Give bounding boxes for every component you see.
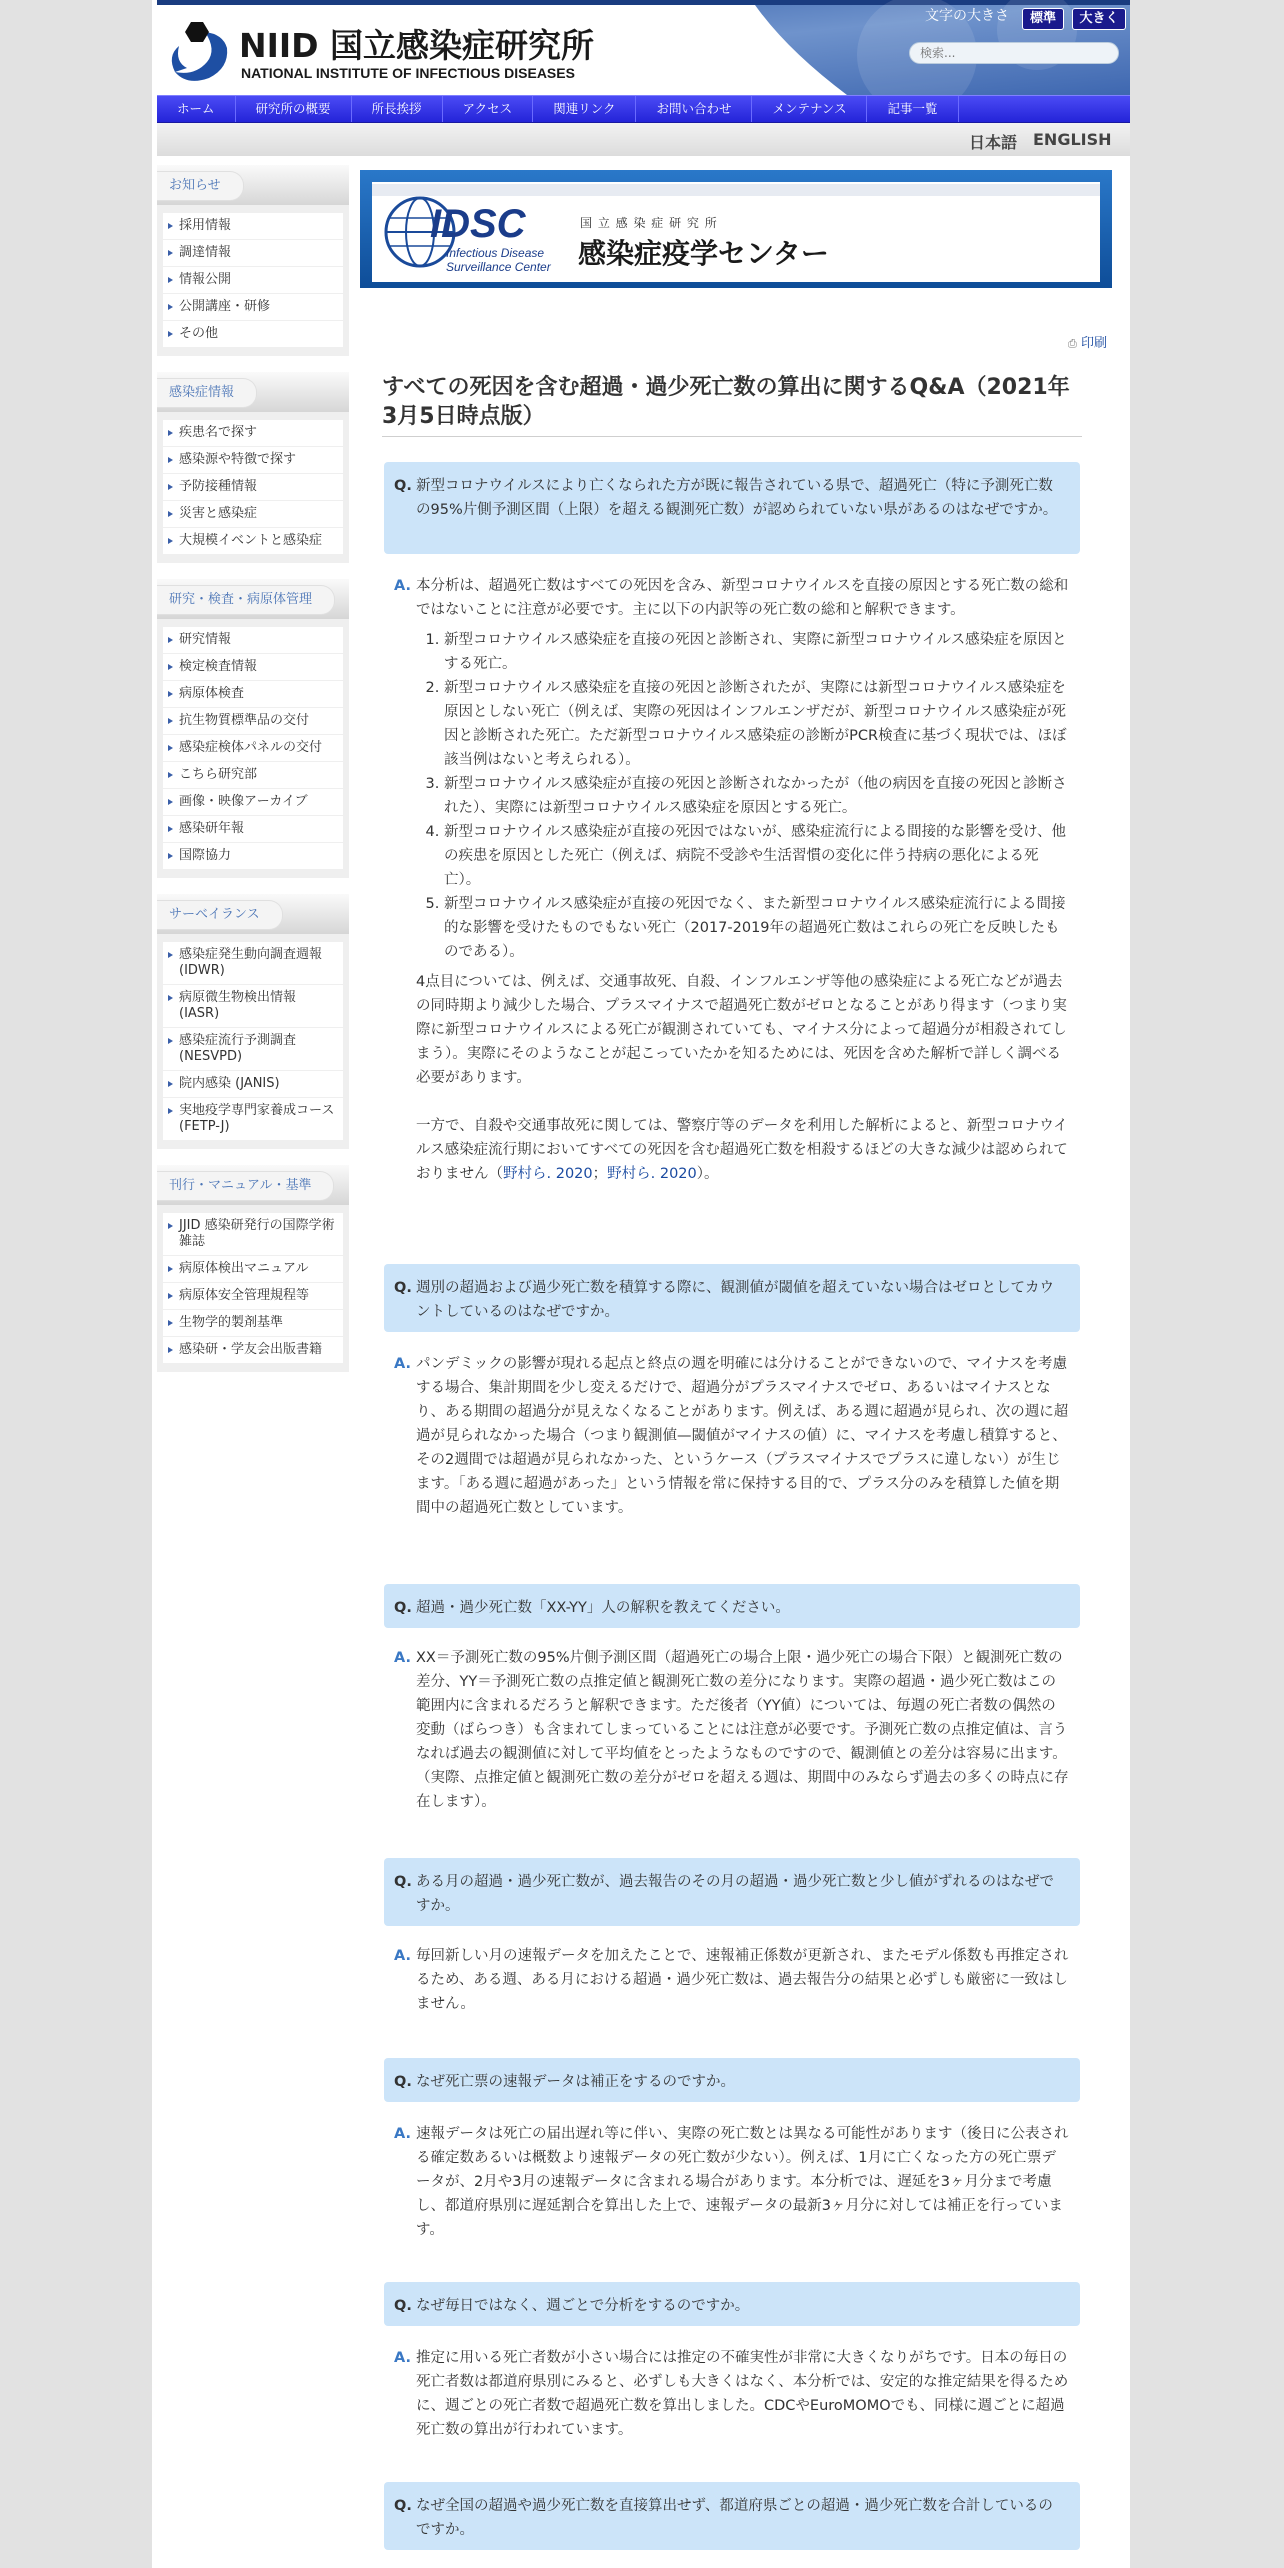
sidebar-section-news	[157, 165, 349, 356]
sidebar-title: サーベイランス	[157, 900, 283, 930]
answer-text: 本分析は、超過死亡数はすべての死因を含み、新型コロナウイルスを直接の原因とする死亡数の総和ではないことに注意が必要です。主に以下の内訳等の死亡数の総和と解釈できます。	[416, 578, 1069, 618]
font-size-label: 文字の大きさ	[925, 8, 1009, 24]
sidebar-item-detection-manual[interactable]: 病原体検出マニュアル	[163, 1256, 343, 1282]
question-text: 超過・過少死亡数「XX-YY」人の解釈を教えてください。	[416, 1600, 790, 1616]
sidebar-item-janis[interactable]: 院内感染 (JANIS)	[163, 1071, 343, 1097]
idsc-sub1: Infectious Disease	[446, 246, 545, 260]
sidebar-header	[157, 1165, 349, 1205]
question-text: なぜ死亡票の速報データは補正をするのですか。	[416, 2074, 735, 2090]
idsc-logo-text: IDSC	[430, 202, 526, 246]
sidebar-section-publications	[157, 1165, 349, 1372]
sidebar-header	[157, 894, 349, 934]
sidebar-item-biologics-standard[interactable]: 生物学的製剤基準	[163, 1310, 343, 1336]
question-mark: Q.	[394, 1874, 412, 1890]
question-mark: Q.	[394, 1280, 412, 1296]
sidebar-item-jjid[interactable]: JJID 感染研発行の国際学術雑誌	[163, 1213, 343, 1255]
question-mark: Q.	[394, 2498, 412, 2514]
font-size-large-button[interactable]: 大きく	[1072, 8, 1126, 30]
sidebar-item-by-disease[interactable]: 疾患名で探す	[163, 420, 343, 446]
sidebar-item-books[interactable]: 感染研・学友会出版書籍	[163, 1337, 343, 1363]
answer-text: 速報データは死亡の届出遅れ等に伴い、実際の死亡数とは異なる可能性があります（後日に公表される確定数あるいは概数より速報データの死亡数が少ない）。例えば、1月に亡くなった方の死亡票データが、2月や3月の速報データに含まれる場合があります。本分析では、遅延を3ヶ月分まで考慮し、都道府県別に遅延割合を算出した上で、速報データの最新3ヶ月分に対しては補正を行っています。	[416, 2126, 1069, 2238]
sidebar-item-iasr[interactable]: 病原微生物検出情報 (IASR)	[163, 985, 343, 1027]
sidebar-header	[157, 579, 349, 619]
question-box	[384, 2482, 1080, 2550]
list-item: 3. 新型コロナウイルス感染症が直接の死因と診断されなかったが（他の病因を直接の死因と診断された）、実際には新型コロナウイルス感染症を原因とする死亡。	[444, 772, 1070, 820]
list-item: 4. 新型コロナウイルス感染症が直接の死因ではないが、感染症流行による間接的な影響を受け、他の疾患を原因とした死亡（例えば、病院不受診や生活習慣の変化に伴う持病の悪化による死亡）。	[444, 820, 1070, 892]
sidebar-item-recruit[interactable]: 採用情報	[163, 213, 343, 239]
question-mark: Q.	[394, 1600, 412, 1616]
question-text: 週別の超過および過少死亡数を積算する際に、観測値が閾値を超えていない場合はゼロとしてカウントしているのはなぜですか。	[416, 1280, 1054, 1320]
nav-access[interactable]: アクセス	[443, 96, 534, 122]
nav-article-list[interactable]: 記事一覧	[867, 96, 958, 122]
answer-mark: A.	[394, 578, 411, 594]
question-mark: Q.	[394, 2298, 412, 2314]
nav-contact[interactable]: お問い合わせ	[636, 96, 752, 122]
answer-mark: A.	[394, 2350, 411, 2366]
sidebar-item-international[interactable]: 国際協力	[163, 843, 343, 869]
question-text: ある月の超過・過少死亡数が、過去報告のその月の超過・過少死亡数と少し値がずれるのはなぜですか。	[416, 1874, 1054, 1914]
sidebar-item-nesvpd[interactable]: 感染症流行予測調査 (NESVPD)	[163, 1028, 343, 1070]
sidebar-item-annual-report[interactable]: 感染研年報	[163, 816, 343, 842]
question-text: なぜ毎日ではなく、週ごとで分析をするのですか。	[416, 2298, 750, 2314]
sidebar-title: お知らせ	[157, 171, 244, 201]
question-box	[384, 2282, 1080, 2326]
answer-list	[416, 628, 1070, 964]
sidebar-section-research	[157, 579, 349, 878]
site-header	[157, 0, 1130, 95]
nav-director-greeting[interactable]: 所長挨拶	[352, 96, 443, 122]
answer-block	[384, 1944, 1080, 2016]
sidebar-item-vaccination[interactable]: 予防接種情報	[163, 474, 343, 500]
sidebar-item-research-dept[interactable]: こちら研究部	[163, 762, 343, 788]
site-logo[interactable]	[157, 4, 717, 95]
answer-mark: A.	[394, 1356, 411, 1372]
question-box	[384, 1264, 1080, 1332]
idsc-sub2: Surveillance Center	[446, 260, 551, 274]
sidebar-section-surveillance	[157, 894, 349, 1149]
question-mark: Q.	[394, 2074, 412, 2090]
answer-mark: A.	[394, 2126, 411, 2142]
answer-block	[384, 2346, 1080, 2442]
sidebar	[157, 165, 349, 1388]
lang-english-link[interactable]: ENGLISH	[1033, 130, 1112, 149]
question-box	[384, 1584, 1080, 1628]
nav-maintenance[interactable]: メンテナンス	[752, 96, 867, 122]
sidebar-header	[157, 372, 349, 412]
page-title: すべての死因を含む超過・過少死亡数の算出に関するQ&A（2021年3月5日時点版）	[382, 375, 1070, 429]
nav-about[interactable]: 研究所の概要	[236, 96, 352, 122]
sidebar-item-test-info[interactable]: 検定検査情報	[163, 654, 343, 680]
page	[152, 0, 1130, 2568]
question-box	[384, 2058, 1080, 2102]
answer-block	[384, 1352, 1080, 1520]
sidebar-item-image-archive[interactable]: 画像・映像アーカイブ	[163, 789, 343, 815]
answer-mark: A.	[394, 1948, 411, 1964]
sidebar-item-idwr[interactable]: 感染症発生動向調査週報 (IDWR)	[163, 942, 343, 984]
main-nav	[157, 95, 1130, 123]
reference-link-1[interactable]: 野村ら. 2020	[503, 1166, 593, 1182]
sidebar-item-mass-events[interactable]: 大規模イベントと感染症	[163, 528, 343, 554]
answer-block	[384, 2122, 1080, 2242]
sidebar-item-antibiotic-standard[interactable]: 抗生物質標準品の交付	[163, 708, 343, 734]
list-item: 5. 新型コロナウイルス感染症が直接の死因でなく、また新型コロナウイルス感染症流行による間接的な影響を受けたものでもない死亡（2017-2019年の超過死亡数はこれらの死亡を反映したものである）。	[444, 892, 1070, 964]
print-label: 印刷	[1080, 336, 1107, 351]
question-box	[384, 1858, 1080, 1926]
question-text: なぜ全国の超過や過少死亡数を直接算出せず、都道府県ごとの超過・過少死亡数を合計しているのですか。	[416, 2498, 1053, 2538]
sidebar-title: 感染症情報	[157, 378, 257, 408]
sidebar-item-disaster[interactable]: 災害と感染症	[163, 501, 343, 527]
sidebar-item-research-info[interactable]: 研究情報	[163, 627, 343, 653]
question-mark: Q.	[394, 478, 412, 494]
niid-logo-icon	[165, 16, 235, 86]
sidebar-item-other[interactable]: その他	[163, 321, 343, 347]
sidebar-title: 刊行・マニュアル・基準	[157, 1171, 334, 1201]
answer-note-references	[416, 1114, 1070, 1186]
answer-text: 推定に用いる死亡者数が小さい場合には推定の不確実性が非常に大きくなりがちです。日本の毎日の死亡者数は都道府県別にみると、必ずしも大きくはなく、本分析では、安定的な推定結果を得るために、週ごとの死亡者数で超過死亡数を算出しました。CDCやEuroMOMOでも、同様に週ごとに超過死亡数の算出が行われています。	[416, 2350, 1069, 2438]
sidebar-item-procurement[interactable]: 調達情報	[163, 240, 343, 266]
title-divider	[382, 436, 1082, 437]
answer-text: パンデミックの影響が現れる起点と終点の週を明確には分けることができないので、マイナスを考慮する場合、集計期間を少し変えるだけで、超過分がプラスマイナスでゼロ、あるいはマイナスとなり、ある期間の超過分が見えなくなることがあります。例えば、ある週に超過が見られ、次の週に超過が見られなかった場合（つまり観測値—閾値がマイナスの値）に、マイナスを考慮し積算すると、その2週間では超過が見られなかった、というケース（プラスマイナスでプラスに違しない）が生じます。「ある週に超過があった」という情報を常に保持する目的で、プラス分のみを積算した値を期間中の超過死亡数としています。	[416, 1356, 1069, 1516]
list-item: 2. 新型コロナウイルス感染症を直接の死因と診断されたが、実際には新型コロナウイルス感染症を原因としない死亡（例えば、実際の死因はインフルエンザだが、新型コロナウイルス感染症が死因と診断された死亡。ただ新型コロナウイルス感染症の診断がPCR検査に基づく現状では、ほぼ該当例はないと考えられる）。	[444, 676, 1070, 772]
answer-text: 毎回新しい月の速報データを加えたことで、速報補正係数が更新され、またモデル係数も再推定されるため、ある週、ある月における超過・過少死亡数は、過去報告分の結果と必ずしも厳密に一致はしません。	[416, 1948, 1069, 2012]
question-text: 新型コロナウイルスにより亡くなられた方が既に報告されている県で、超過死亡（特に予測死亡数の95%片側予測区間（上限）を超える観測死亡数）が認められていない県があるのはなぜですか。	[416, 478, 1058, 518]
sidebar-item-specimen-panel[interactable]: 感染症検体パネルの交付	[163, 735, 343, 761]
sidebar-item-biosafety[interactable]: 病原体安全管理規程等	[163, 1283, 343, 1309]
banner-org-large: 感染症疫学センター	[578, 237, 829, 270]
sidebar-item-by-source[interactable]: 感染源や特徴で探す	[163, 447, 343, 473]
language-bar	[157, 123, 1130, 156]
note-separator: ；	[592, 1166, 608, 1182]
search-input[interactable]	[909, 42, 1119, 64]
note-text-end: ）。	[696, 1166, 719, 1182]
lang-japanese-link[interactable]: 日本語	[969, 133, 1018, 152]
print-link[interactable]	[1068, 332, 1107, 351]
sidebar-item-pathogen-test[interactable]: 病原体検査	[163, 681, 343, 707]
answer-mark: A.	[394, 1650, 411, 1666]
answer-text: XX＝予測死亡数の95%片側予測区間（超過死亡の場合上限・過少死亡の場合下限）と観測死亡数の差分、YY＝予測死亡数の点推定値と観測死亡数の差分になります。実際の超過・過少死亡数はこの範囲内に含まれるだろうと解釈できます。ただ後者（YY値）については、毎週の死亡者数の偶然の変動（ばらつき）も含まれてしまっていることには注意が必要です。予測死亡数の点推定値は、言うなれば過去の観測値に対して平均値をとったようなものですので、観測値との差分は容易に出ます。（実際、点推定値と観測死亡数の差分がゼロを超える週は、期間中のみならず過去の多くの時点に存在します）。	[416, 1650, 1069, 1810]
reference-link-2[interactable]: 野村ら. 2020	[607, 1166, 697, 1182]
note-text: 一方で、自殺や交通事故死に関しては、警察庁等のデータを利用した解析によると、新型コロナウイルス感染症流行期においてすべての死因を含む超過死亡数を相殺するほどの大きな減少は認められておりません（	[416, 1118, 1068, 1182]
answer-note: 4点目については、例えば、交通事故死、自殺、インフルエンザ等他の感染症による死亡などが過去の同時期より減少した場合、プラスマイナスで超過死亡数がゼロとなることがあり得ます（つまり実際に新型コロナウイルスによる死亡が観測されていても、マイナス分によって超過分が相殺されてしまう）。実際にそのようなことが起こっていたかを知るためには、死因を含めた解析で詳しく調べる必要があります。	[416, 974, 1067, 1086]
answer-block	[384, 574, 1080, 1186]
idsc-banner[interactable]	[360, 170, 1112, 288]
nav-home[interactable]: ホーム	[157, 96, 236, 122]
nav-links[interactable]: 関連リンク	[533, 96, 636, 122]
logo-english-text: NATIONAL INSTITUTE OF INFECTIOUS DISEASES	[241, 65, 575, 81]
banner-org-small: 国 立 感 染 症 研 究 所	[580, 216, 718, 230]
sidebar-item-lectures[interactable]: 公開講座・研修	[163, 294, 343, 320]
sidebar-header	[157, 165, 349, 205]
list-item: 1. 新型コロナウイルス感染症を直接の死因と診断され、実際に新型コロナウイルス感染症を原因とする死亡。	[444, 628, 1070, 676]
font-size-standard-button[interactable]: 標準	[1022, 8, 1064, 30]
sidebar-section-disease-info	[157, 372, 349, 563]
question-box	[384, 462, 1080, 554]
logo-japanese-text: NIID 国立感染症研究所	[239, 26, 595, 65]
sidebar-item-disclosure[interactable]: 情報公開	[163, 267, 343, 293]
sidebar-title: 研究・検査・病原体管理	[157, 585, 335, 615]
printer-icon: ⎙	[1068, 337, 1077, 350]
sidebar-item-fetp[interactable]: 実地疫学専門家養成コース (FETP-J)	[163, 1098, 343, 1140]
answer-block	[384, 1646, 1080, 1814]
